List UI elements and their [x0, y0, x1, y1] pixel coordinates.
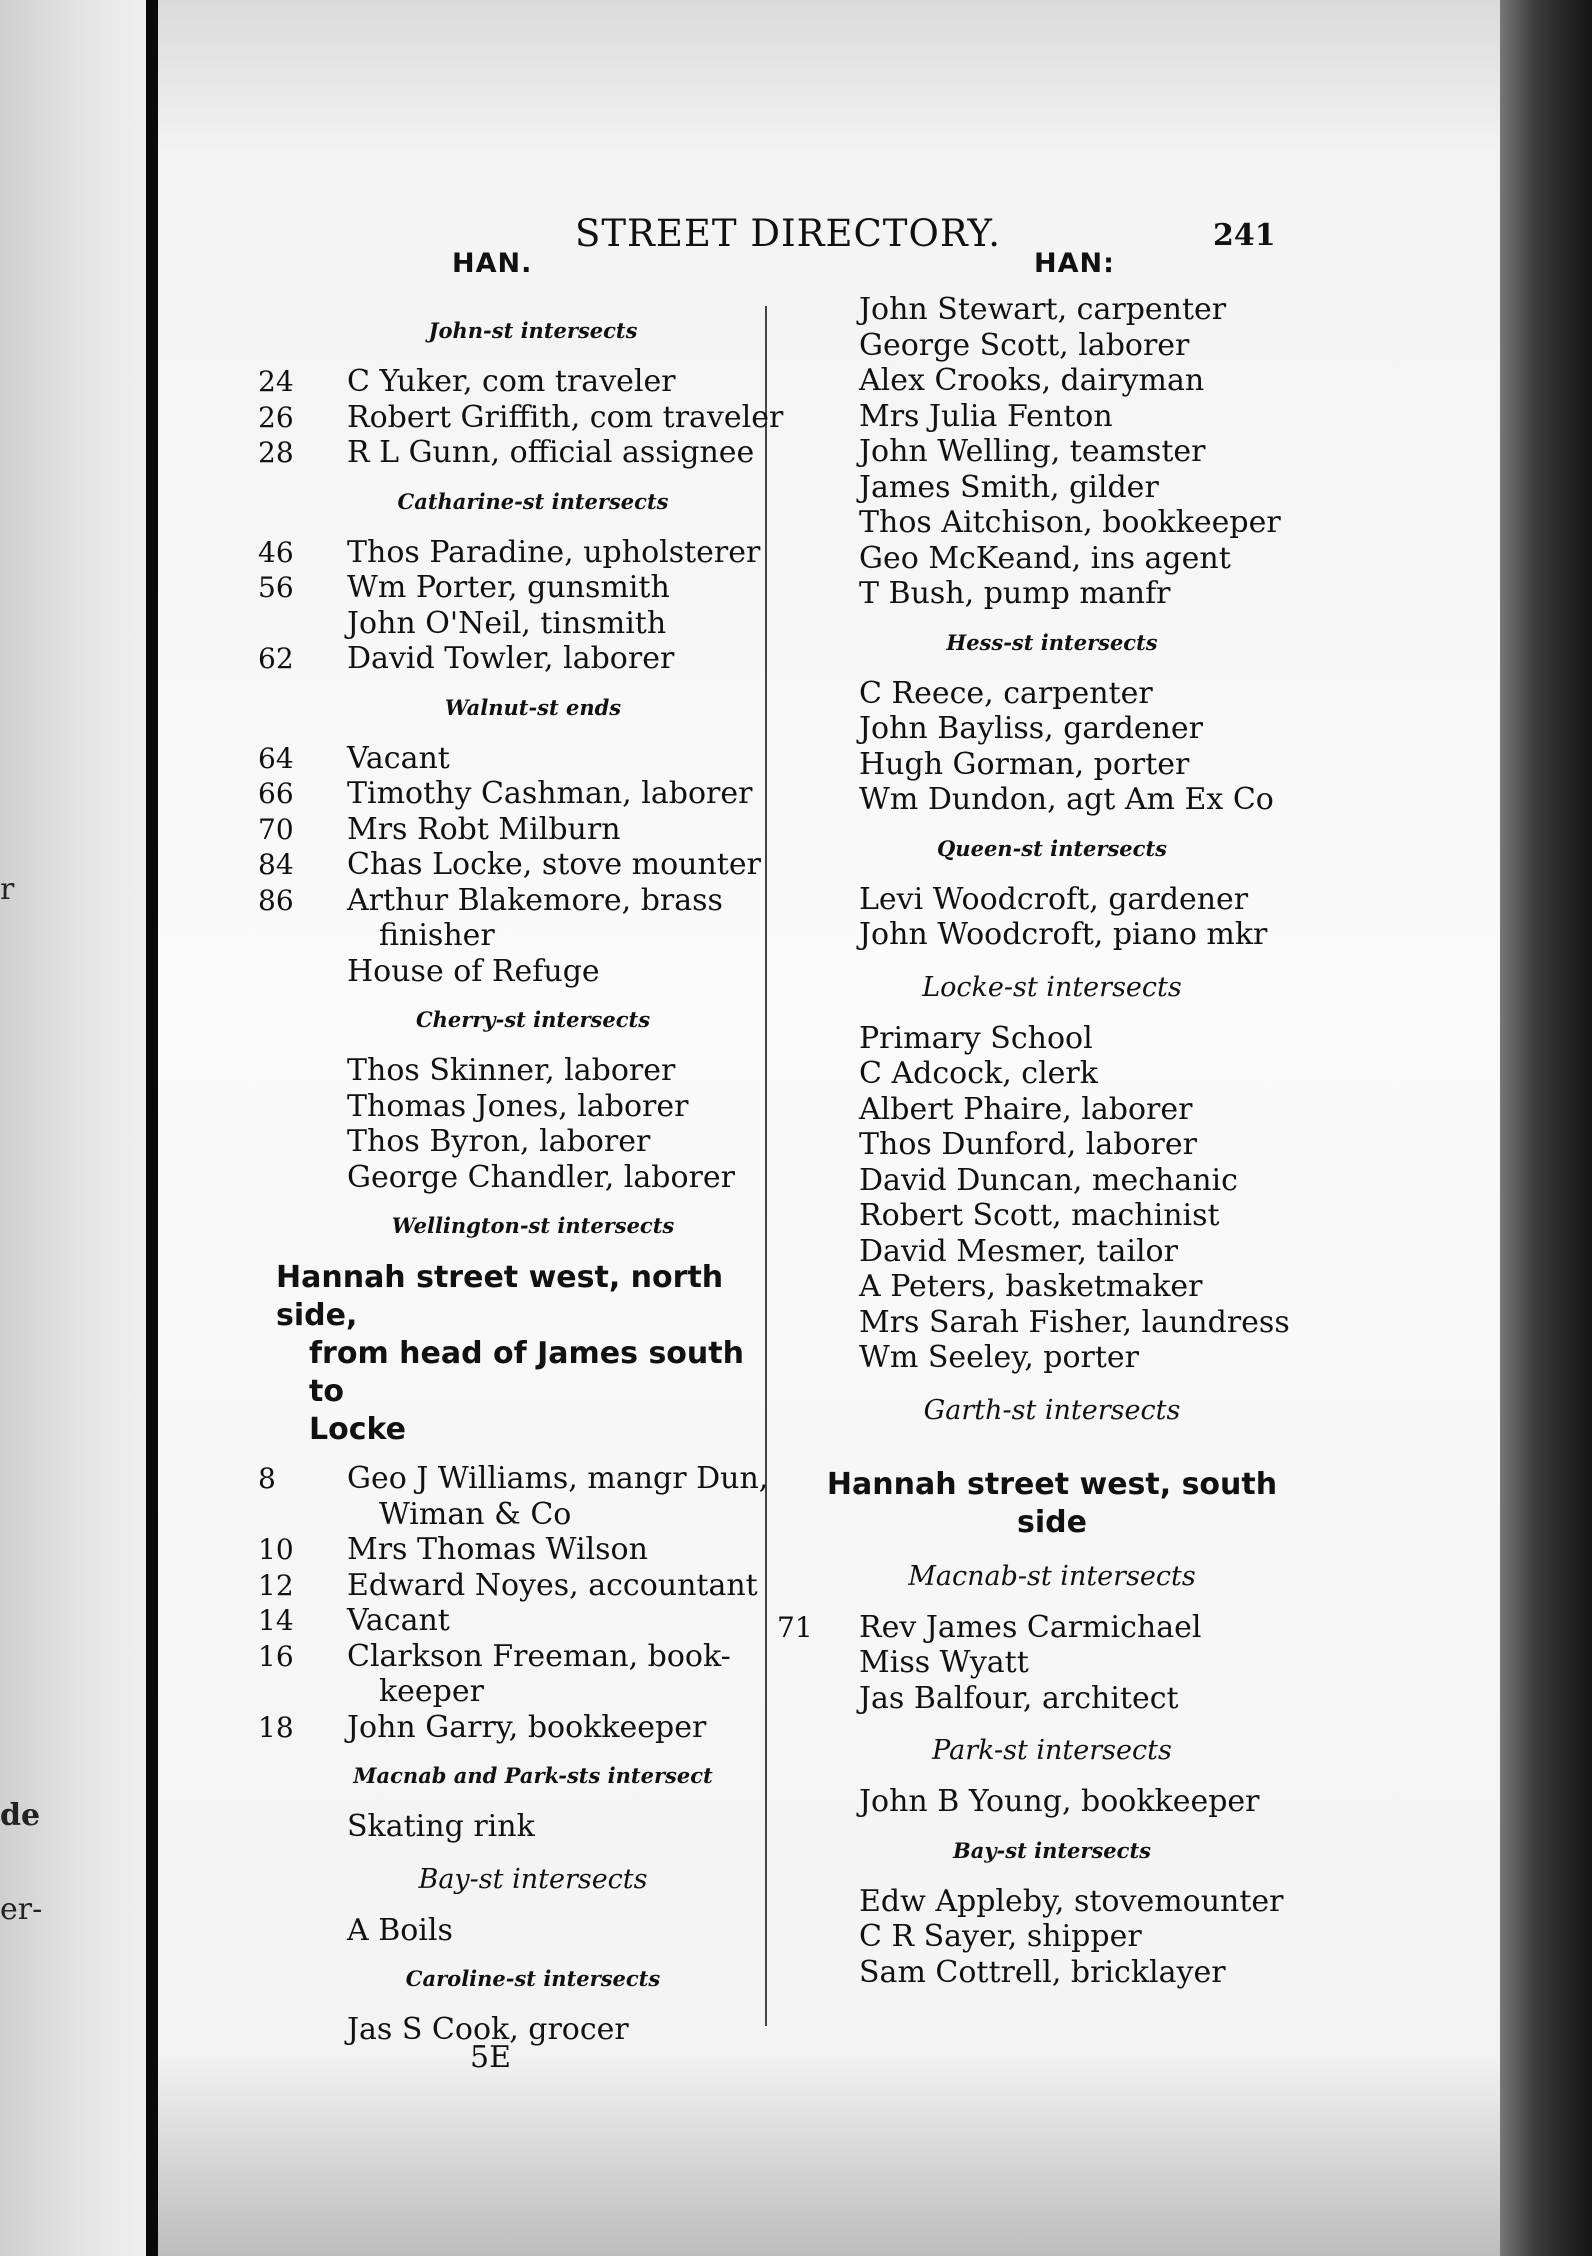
house-number: 64: [258, 741, 294, 775]
house-number: 86: [258, 883, 294, 917]
directory-entry: [812, 1056, 1292, 1092]
directory-entry: [812, 1884, 1292, 1920]
page-edge-shadow: [1500, 0, 1592, 2256]
house-number: 12: [258, 1568, 294, 1602]
resident-name: A Peters, basketmaker: [859, 1269, 1203, 1304]
house-number: 84: [258, 848, 294, 881]
directory-entry: [812, 363, 1292, 399]
left-column-header: HAN.: [452, 248, 533, 279]
prev-page-fragment: er-: [0, 1892, 43, 1927]
resident-name: Thos Paradine, upholsterer: [347, 534, 761, 570]
cross-street-caption: Cherry-st intersects: [415, 1007, 651, 1032]
resident-name: Mrs Thomas Wilson: [347, 1532, 648, 1567]
cross-street-caption: Queen-st intersects: [937, 835, 1167, 861]
left-column: [258, 300, 784, 2048]
resident-name: John O'Neil, tinsmith: [347, 605, 667, 641]
directory-entry: [812, 1021, 1292, 1057]
directory-entry: [258, 606, 768, 642]
house-number: 71: [777, 1610, 813, 1644]
directory-entry: [258, 1913, 768, 1949]
directory-entry: [258, 883, 768, 954]
directory-entry: [258, 1461, 768, 1532]
resident-name: Mrs Sarah Fisher, laundress: [859, 1304, 1290, 1340]
resident-name: Vacant: [347, 740, 450, 776]
directory-entry: [258, 812, 768, 848]
resident-name: John Garry, bookkeeper: [347, 1709, 707, 1745]
directory-entry: [258, 1532, 768, 1568]
directory-entry: [812, 1955, 1292, 1991]
resident-name: Wm Porter, gunsmith: [347, 570, 670, 605]
directory-entry: [258, 1053, 768, 1089]
house-number: 28: [258, 436, 294, 469]
section-heading-line: from head of James south to: [309, 1336, 744, 1409]
directory-entry: [812, 470, 1292, 506]
directory-entry: [777, 1609, 1292, 1646]
resident-name: Albert Phaire, laborer: [859, 1091, 1193, 1127]
cross-street-caption: Macnab-st intersects: [908, 1560, 1196, 1592]
directory-entry: [812, 676, 1292, 712]
house-number: 56: [258, 571, 294, 604]
right-column: [777, 292, 1292, 1990]
cross-street-caption: Wellington-st intersects: [391, 1213, 675, 1238]
resident-name: Mrs Julia Fenton: [859, 398, 1113, 434]
directory-entry: [258, 776, 768, 812]
resident-name: Clarkson Freeman, book-: [347, 1638, 731, 1674]
resident-name: Levi Woodcroft, gardener: [859, 881, 1249, 917]
previous-page-edge: [0, 0, 150, 2256]
cross-street-caption: Park-st intersects: [932, 1735, 1172, 1766]
resident-name: Thos Byron, laborer: [347, 1124, 651, 1159]
resident-name: Sam Cottrell, bricklayer: [859, 1954, 1226, 1990]
resident-name: A Boils: [347, 1912, 453, 1948]
resident-name: David Duncan, mechanic: [859, 1162, 1238, 1198]
directory-entry: [812, 1784, 1292, 1820]
directory-entry: [812, 541, 1292, 577]
signature-mark: 5E: [470, 2040, 511, 2075]
resident-name: Timothy Cashman, laborer: [347, 776, 753, 811]
directory-entry: [812, 1919, 1292, 1955]
directory-entry: [258, 741, 768, 777]
directory-entry: [812, 328, 1292, 364]
resident-name: Mrs Robt Milburn: [347, 811, 621, 847]
cross-street-caption: Bay-st intersects: [418, 1863, 648, 1895]
house-number: 10: [258, 1533, 294, 1566]
directory-entry: [812, 1269, 1292, 1305]
prev-page-fragment: r: [0, 872, 15, 907]
section-heading-line: Hannah street west, south side: [826, 1466, 1278, 1540]
resident-name: Miss Wyatt: [859, 1645, 1029, 1680]
directory-entry: [812, 1198, 1292, 1234]
resident-name: Hugh Gorman, porter: [859, 746, 1190, 782]
directory-entry: [258, 364, 768, 400]
house-number: 46: [258, 535, 294, 569]
resident-name: Skating rink: [347, 1809, 535, 1844]
house-number: 70: [258, 812, 294, 846]
resident-name: Rev James Carmichael: [859, 1609, 1202, 1645]
cross-street-caption: Macnab and Park-sts intersect: [353, 1763, 713, 1788]
directory-entry: [258, 1160, 768, 1196]
directory-entry: [812, 711, 1292, 747]
book-gutter: [146, 0, 158, 2256]
directory-entry: [258, 1809, 768, 1845]
directory-entry: [258, 1639, 768, 1710]
directory-entry: [258, 1089, 768, 1125]
resident-name: Thomas Jones, laborer: [347, 1088, 689, 1124]
resident-name: Primary School: [859, 1020, 1093, 1056]
entry-continuation: finisher: [379, 918, 495, 953]
resident-name: Geo McKeand, ins agent: [859, 540, 1231, 576]
resident-name: Jas Balfour, architect: [859, 1680, 1179, 1716]
directory-entry: [812, 434, 1292, 470]
resident-name: John Stewart, carpenter: [859, 292, 1227, 327]
directory-entry: [812, 1340, 1292, 1376]
directory-entry: [258, 570, 768, 606]
directory-entry: [258, 535, 768, 571]
resident-name: Thos Aitchison, bookkeeper: [859, 505, 1281, 540]
street-section-heading: [812, 1466, 1292, 1542]
directory-entry: [258, 641, 768, 677]
resident-name: Thos Skinner, laborer: [347, 1053, 676, 1088]
resident-name: Robert Griffith, com traveler: [347, 399, 784, 435]
directory-entry: [812, 399, 1292, 435]
house-number: 8: [258, 1462, 276, 1495]
resident-name: John Welling, teamster: [859, 434, 1206, 469]
directory-entry: [812, 782, 1292, 818]
resident-name: Vacant: [347, 1603, 450, 1638]
entry-continuation: keeper: [379, 1674, 484, 1709]
resident-name: Edward Noyes, accountant: [347, 1567, 758, 1603]
directory-entry: [812, 747, 1292, 783]
directory-entry: [812, 576, 1292, 612]
house-number: 26: [258, 400, 294, 434]
resident-name: C R Sayer, shipper: [859, 1919, 1142, 1954]
cross-street-caption: Walnut-st ends: [444, 694, 622, 720]
resident-name: George Chandler, laborer: [347, 1159, 735, 1195]
resident-name: House of Refuge: [347, 953, 600, 989]
directory-entry: [812, 917, 1292, 953]
cross-street-caption: Catharine-st intersects: [397, 488, 669, 514]
section-heading-line: Hannah street west, north side,: [276, 1260, 724, 1333]
directory-entry: [258, 435, 768, 471]
directory-entry: [812, 1163, 1292, 1199]
directory-entry: [812, 1092, 1292, 1128]
section-heading-line: Locke: [309, 1412, 407, 1447]
resident-name: Chas Locke, stove mounter: [347, 847, 761, 882]
directory-entry: [258, 1124, 768, 1160]
right-column-header: HAN:: [1034, 248, 1115, 279]
cross-street-caption: John-st intersects: [428, 318, 638, 343]
directory-entry: [812, 1127, 1292, 1163]
resident-name: Edw Appleby, stovemounter: [859, 1883, 1284, 1919]
resident-name: Thos Dunford, laborer: [859, 1127, 1197, 1162]
resident-name: Arthur Blakemore, brass: [347, 882, 723, 918]
cross-street-caption: Caroline-st intersects: [405, 1966, 661, 1991]
resident-name: John Woodcroft, piano mkr: [859, 917, 1268, 952]
resident-name: David Towler, laborer: [347, 641, 675, 676]
directory-entry: [812, 1645, 1292, 1681]
resident-name: T Bush, pump manfr: [859, 576, 1171, 611]
directory-entry: [258, 399, 784, 436]
directory-entry: [258, 847, 768, 883]
directory-entry: [812, 882, 1292, 918]
house-number: 18: [258, 1710, 294, 1744]
directory-entry: [258, 2012, 768, 2048]
cross-street-caption: Garth-st intersects: [923, 1394, 1181, 1426]
resident-name: R L Gunn, official assignee: [347, 435, 755, 470]
resident-name: David Mesmer, tailor: [859, 1233, 1178, 1269]
page-title: STREET DIRECTORY.: [575, 212, 1001, 255]
cross-street-caption: Locke-st intersects: [922, 971, 1182, 1003]
cross-street-caption: Bay-st intersects: [953, 1837, 1151, 1863]
directory-entry: [812, 1305, 1292, 1341]
page-number: 241: [1213, 218, 1276, 253]
entry-continuation: Wiman & Co: [379, 1496, 572, 1532]
resident-name: Wm Dundon, agt Am Ex Co: [859, 782, 1274, 817]
resident-name: Jas S Cook, grocer: [347, 2012, 629, 2047]
resident-name: Geo J Williams, mangr Dun,: [347, 1461, 769, 1496]
resident-name: Robert Scott, machinist: [859, 1198, 1220, 1233]
directory-entry: [258, 1710, 768, 1746]
resident-name: James Smith, gilder: [859, 469, 1159, 505]
house-number: 16: [258, 1639, 294, 1673]
directory-entry: [258, 1603, 768, 1639]
directory-entry: [812, 292, 1292, 328]
street-section-heading: [276, 1259, 768, 1449]
resident-name: C Reece, carpenter: [859, 675, 1153, 711]
resident-name: C Yuker, com traveler: [347, 364, 676, 399]
resident-name: John Bayliss, gardener: [859, 711, 1204, 746]
resident-name: John B Young, bookkeeper: [859, 1784, 1260, 1819]
house-number: 24: [258, 365, 294, 398]
house-number: 66: [258, 777, 294, 810]
resident-name: Alex Crooks, dairyman: [859, 363, 1205, 398]
house-number: 14: [258, 1604, 294, 1637]
house-number: 62: [258, 642, 294, 675]
cross-street-caption: Hess-st intersects: [946, 629, 1158, 655]
directory-entry: [258, 1568, 768, 1604]
prev-page-fragment: de: [0, 1798, 41, 1833]
resident-name: Wm Seeley, porter: [859, 1340, 1140, 1375]
directory-entry: [812, 505, 1292, 541]
directory-entry: [258, 954, 768, 990]
resident-name: C Adcock, clerk: [859, 1056, 1098, 1091]
directory-entry: [812, 1234, 1292, 1270]
resident-name: George Scott, laborer: [859, 327, 1190, 363]
directory-entry: [812, 1681, 1292, 1717]
